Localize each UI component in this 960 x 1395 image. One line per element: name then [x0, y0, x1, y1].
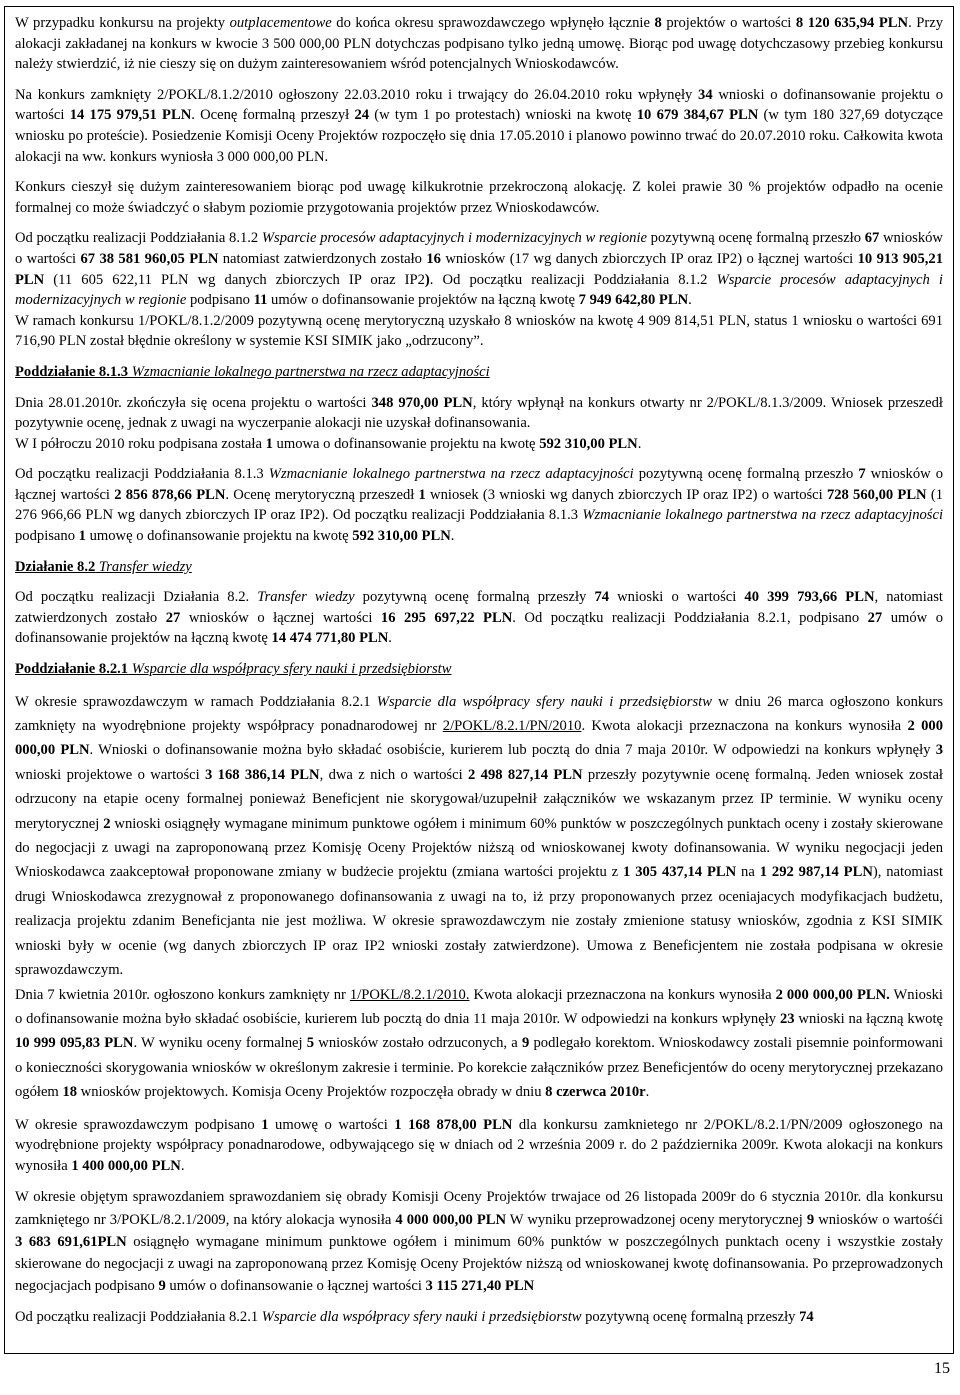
document-frame: [4, 6, 954, 1354]
section-heading-8-2: Działanie 8.2 Transfer wiedzy: [15, 558, 192, 575]
section-heading-8-1-3: Poddziałanie 8.1.3 Wzmacnianie lokalnego partnerstwa na rzecz adaptacyjności: [15, 363, 490, 380]
paragraph-konkurs-2-pokl-8-2-1-pn-2010: W okresie sprawozdawczym w ramach Poddziałania 8.2.1 Wsparcie dla współpracy sfery nauki i przedsiębiorstw w dniu 26 marca ogłoszono konkurs zamknięty na wyodrębnione projekty współpracy ponadnarodowej nr 2/POKL/8.2.1/PN/2010. Kwota alokacji przeznaczona na konkurs wynosiła 2 000 000,00 PLN. Wnioski o dofinansowanie można było składać osobiście, kurierem lub pocztą do dnia 7 maja 2010r. W odpowiedzi na konkurs wpłynęły 3 wnioski projektowe o wartości 3 168 386,14 PLN, dwa z nich o wartości 2 498 827,14 PLN przeszły pozytywnie ocenę formalną. Jeden wniosek został odrzucony na etapie oceny formalnej ponieważ Beneficjent nie skorygował/uzupełnił załączników we wskazanym przez IP terminie. W wyniku oceny merytorycznej 2 wnioski osiągnęły wymagane minimum punktowe ogółem i minimum 60% punktów w poszczególnych punktach oceny i zostały skierowane do negocjacji z uwagi na zaproponowaną przez Komisję Oceny Projektów niższą od wnioskowanej kwoty dofinansowania. W wyniku negocjacji jeden Wnioskodawca zaakceptował proponowane zmiany w budżecie projektu (zmiana wartości projektu z 1 305 437,14 PLN na 1 292 987,14 PLN), natomiast drugi Wnioskodawca zrezygnował z proponowanego dofinansowania z uwagi na to, iż przy proponowanych przez oceniajacych modyfikacjach budżetu, realizacja projektu zdanim Beneficjanta nie jest możliwa. W okresie sprawozdawczym nie zostały zmienione statusy wniosków, zgodnia z KSI SIMIK wnioski były w ocenie (wg danych zbiorczych IP oraz IP2 wnioski zostały zatwierdzone). Umowa z Beneficjentem nie została podpisana w okresie sprawozdawczym.: [15, 693, 944, 979]
paragraph-8-1-3-assessment: Dnia 28.01.2010r. zkończyła się ocena projektu o wartości 348 970,00 PLN, który wpłynął na konkurs otwarty nr 2/POKL/8.1.3/2009. Wniosek przeszedł pozytywnie ocenę, jednak z uwagi na wyczerpanie alokacji nie uzyskał dofinansowania.: [15, 394, 943, 432]
paragraph-8-1-3-summary: Od początku realizacji Poddziałania 8.1.3 Wzmacnianie lokalnego partnerstwa na rzecz adaptacyjności pozytywną ocenę formalną przeszło 7 wniosków o łącznej wartości 2 856 878,66 PLN. Ocenę merytoryczną przeszedł 1 wniosek (3 wnioski wg danych zbiorczych IP oraz IP2) o wartości 728 560,00 PLN (1 276 966,66 PLN wg danych zbiorczych IP oraz IP2). Od początku realizacji Poddziałania 8.1.3 Wzmacnianie lokalnego partnerstwa na rzecz adaptacyjności podpisano 1 umowę o dofinansowanie projektu na kwotę 592 310,00 PLN.: [15, 466, 944, 545]
paragraph-konkurs-3-pokl-8-2-1-2009: W okresie objętym sprawozdaniem sprawozdaniem się obrady Komisji Oceny Projektów trwajace od 26 listopada 2009r do 6 stycznia 2010r. dla konkursu zamkniętego nr 3/POKL/8.2.1/2009, na który alokacja wynosiła 4 000 000,00 PLN W wyniku przeprowadzonej oceny merytorycznej 9 wniosków o wartośći 3 683 691,61PLN osiągnęło wymagane minimum punktowe ogółem i minimum 60% punktów w poszczególnych punktach oceny i wszystkie zostały skierowane do negocjacji z uwagi na zaproponowaną przez Komisję Oceny Projektów niższą od wnioskowanej kwotę dofinansowania. Po przeprowadzonych negocjacjach podpisano 9 umów o dofinansowanie o łącznej wartości 3 115 271,40 PLN: [15, 1189, 943, 1295]
document-body: [15, 13, 943, 1328]
section-heading-8-2-1: Poddziałanie 8.2.1 Wsparcie dla współpracy sfery nauki i przedsiębiorstw: [15, 661, 452, 678]
paragraph-konkurs-summary: Konkurs cieszył się dużym zainteresowaniem biorąc pod uwagę kilkukrotnie przekroczoną alokację. Z kolei prawie 30 % projektów odpadło na ocenie formalnej co może świadczyć o słabym poziomie przygotowania projektów przez Wnioskodawców.: [15, 179, 943, 216]
paragraph-outplacement: W przypadku konkursu na projekty outplacementowe do końca okresu sprawozdawczego wpłynęło łącznie 8 projektów o wartości 8 120 635,94 PLN. Przy alokacji zakładanej na konkurs w kwocie 3 500 000,00 PLN dotychczas podpisano tylko jedną umowę. Biorąc pod uwagę dotychczasowy przebieg konkursu należy stwierdzić, iż nie cieszy się on dużym zainteresowaniem wśród potencjalnych Wnioskodawców.: [15, 15, 944, 73]
paragraph-konkurs-1-pokl-8-2-1-2010: Dnia 7 kwietnia 2010r. ogłoszono konkurs zamknięty nr 1/POKL/8.2.1/2010. Kwota alokacji przeznaczona na konkurs wynosiła 2 000 000,00 PLN. Wnioski o dofinansowanie można było składać osobiście, kurierem lub pocztą do dnia 11 maja 2010r. W odpowiedzi na konkurs wpłynęły 23 wnioski na łączną kwotę 10 999 095,83 PLN. W wyniku oceny formalnej 5 wniosków zostało odrzuconych, a 9 podlegało korektom. Wnioskodawcy zostali pisemnie poinformowani o konieczności skorygowania wniosków w określonym zakresie i terminie. Po korekcie załączników przez Beneficjentów do oceny merytorycznej przekazano ogółem 18 wniosków projektowych. Komisja Oceny Projektów rozpoczęła obrady w dniu 8 czerwca 2010r.: [15, 986, 943, 1101]
paragraph-8-1-3-contract: W I półroczu 2010 roku podpisana została 1 umowa o dofinansowanie projektu na kwotę 592 310,00 PLN.: [15, 435, 642, 452]
paragraph-konkurs-1-pokl-8-1-2-2009: W ramach konkursu 1/POKL/8.1.2/2009 pozytywną ocenę merytoryczną uzyskało 8 wniosków na kwotę 4 909 814,51 PLN, status 1 wniosku o wartości 691 716,90 PLN został błędnie określony w systemie KSI SIMIK jako „odrzucony”.: [15, 312, 943, 350]
paragraph-konkurs-2-pokl-8-2-1-pn-2009: W okresie sprawozdawczym podpisano 1 umowę o wartości 1 168 878,00 PLN dla konkursu zamknietego nr 2/POKL/8.2.1/PN/2009 ogłoszonego na wyodrębnione projekty współpracy ponadnarodowe, odbywającego się w dniach od 2 września 2009 r. do 2 października 2009r. Kwota alokacji na konkurs wynosiła 1 400 000,00 PLN.: [15, 1116, 943, 1174]
paragraph-8-2-summary: Od początku realizacji Działania 8.2. Transfer wiedzy pozytywną ocenę formalną przeszły 74 wnioski o wartości 40 399 793,66 PLN, natomiast zatwierdzonych zostało 27 wniosków o łącznej wartości 16 295 697,22 PLN. Od początku realizacji Poddziałania 8.2.1, podpisano 27 umów o dofinansowanie projektów na łączną kwotę 14 474 771,80 PLN.: [15, 589, 944, 647]
page-number: 15: [934, 1360, 950, 1377]
paragraph-poddzialanie-8-1-2-summary: Od początku realizacji Poddziałania 8.1.2 Wsparcie procesów adaptacyjnych i modernizacyjnych w regionie pozytywną ocenę formalną przeszło 67 wniosków o wartości 67 38 581 960,05 PLN natomiast zatwierdzonych zostało 16 wniosków (17 wg danych zbiorczych IP oraz IP2) o łącznej wartości 10 913 905,21 PLN (11 605 622,11 PLN wg danych zbiorczych IP oraz IP2). Od początku realizacji Poddziałania 8.1.2 Wsparcie procesów adaptacyjnych i modernizacyjnych w regionie podpisano 11 umów o dofinansowanie projektów na łączną kwotę 7 949 642,80 PLN.: [15, 230, 943, 309]
paragraph-8-2-1-summary: Od początku realizacji Poddziałania 8.2.1 Wsparcie dla współpracy sfery nauki i przedsiębiorstw pozytywną ocenę formalną przeszły 74: [15, 1309, 814, 1326]
paragraph-konkurs-2-pokl-8-1-2-2010: Na konkurs zamknięty 2/POKL/8.1.2/2010 ogłoszony 22.03.2010 roku i trwający do 26.04.2010 roku wpłynęły 34 wnioski o dofinansowanie projektu o wartości 14 175 979,51 PLN. Ocenę formalną przeszył 24 (w tym 1 po protestach) wnioski na kwotę 10 679 384,67 PLN (w tym 180 327,69 dotyczące wniosku po proteście). Posiedzenie Komisji Oceny Projektów rozpoczęło się dnia 17.05.2010 i planowo powinno trwać do 20.07.2010 roku. Całkowita kwota alokacji na ww. konkurs wyniosła 3 000 000,00 PLN.: [15, 86, 943, 165]
